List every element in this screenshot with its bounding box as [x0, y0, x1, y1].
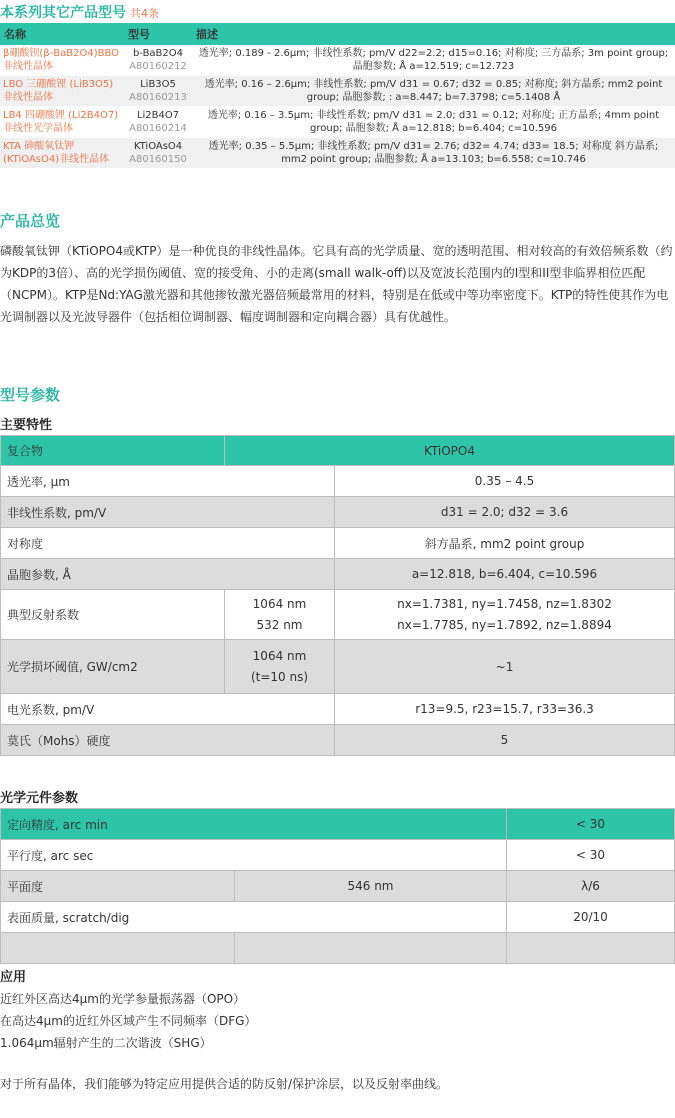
symmetry-label: 对称度	[1, 528, 335, 559]
overview-title: 产品总览	[0, 212, 61, 230]
parallel-label: 平行度, arc sec	[1, 840, 507, 871]
optical-title: 光学元件参数	[0, 791, 79, 806]
application-item: 近红外区高达4μm的光学参量振荡器（OPO）	[0, 992, 246, 1006]
coating-note: 对于所有晶体，我们能够为特定应用提供合适的防反射/保护涂层，以及反射率曲线。	[0, 1077, 449, 1091]
product-link[interactable]: LB4 四硼酸锂 (Li2B4O7) 非线性光学晶体	[0, 107, 124, 138]
flat-label: 平面度	[1, 871, 235, 902]
parallel-row	[1, 840, 675, 871]
product-link[interactable]: LBO 三硼酸锂 (LiB3O5) 非线性晶体	[0, 76, 124, 107]
model-code: A80160212	[129, 61, 187, 72]
damage-conditions	[225, 640, 335, 694]
empty-cell	[235, 933, 507, 964]
series-title-text: 本系列其它产品型号	[0, 5, 126, 21]
cell-value: a=12.818, b=6.404, c=10.596	[335, 559, 675, 590]
symmetry-value: 斜方晶系, mm2 point group	[335, 528, 675, 559]
product-desc: 透光率; 0.16 – 3.5μm; 非线性系数; pm/V d31 = 2.0; d31 = 0.12; 对称度; 正方晶系; 4mm point group; 晶胞参数; Å a=12.818; b=6.404; c=10.596	[192, 107, 675, 138]
series-table	[0, 23, 675, 169]
nonlinear-row	[1, 497, 675, 528]
product-desc: 透光率; 0.189 - 2.6μm; 非线性系数; pm/V d22=2.2; d15=0.16; 对称度; 三方晶系; 3m point group; 晶胞参数; Å a=12.519; c=12.723	[192, 45, 675, 76]
refraction-row	[1, 590, 675, 640]
parallel-value: < 30	[507, 840, 675, 871]
model-text: KTiOAsO4	[133, 141, 183, 152]
empty-cell	[507, 933, 675, 964]
model-code: A80160213	[129, 92, 187, 103]
surface-label: 表面质量, scratch/dig	[1, 902, 507, 933]
product-link[interactable]: β硼酸钡(β-BaB2O4)BBO 非线性晶体	[0, 45, 124, 76]
eo-label: 电光系数, pm/V	[1, 694, 335, 725]
product-model	[124, 76, 192, 107]
compound-value: KTiOPO4	[225, 436, 675, 466]
refraction-wavelengths	[225, 590, 335, 640]
refraction-wl-2: 532 nm	[256, 617, 303, 632]
flat-value: λ/6	[507, 871, 675, 902]
surface-row	[1, 902, 675, 933]
main-properties-title: 主要特性	[0, 418, 53, 433]
damage-row	[1, 640, 675, 694]
model-text: b-BaB2O4	[132, 48, 184, 59]
product-desc: 透光率; 0.16 – 2.6μm; 非线性系数; pm/V d31 = 0.67; d32 = 0.85; 对称度; 斜方晶系; mm2 point group; 晶胞参数; : a=8.447; b=7.3798; c=5.1408 Å	[192, 76, 675, 107]
refraction-values	[335, 590, 675, 640]
refraction-wl-1: 1064 nm	[252, 596, 307, 611]
transmission-row	[1, 466, 675, 497]
main-properties-table	[0, 435, 675, 756]
col-name-header: 名称	[0, 23, 124, 45]
flat-wavelength: 546 nm	[235, 871, 507, 902]
product-model	[124, 138, 192, 169]
col-desc-header: 描述	[192, 23, 675, 45]
cell-label: 晶胞参数, Å	[1, 559, 335, 590]
orient-value: < 30	[507, 809, 675, 840]
application-item: 在高达4μm的近红外区域产生不同频率（DFG）	[0, 1014, 257, 1028]
compound-row	[1, 436, 675, 466]
damage-pulse: (t=10 ns)	[250, 669, 309, 684]
product-model	[124, 107, 192, 138]
refraction-val-2: nx=1.7785, ny=1.7892, nz=1.8894	[397, 617, 612, 632]
symmetry-row	[1, 528, 675, 559]
cell-row	[1, 559, 675, 590]
surface-value: 20/10	[507, 902, 675, 933]
nonlinear-value: d31 = 2.0; d32 = 3.6	[335, 497, 675, 528]
applications-list	[0, 988, 256, 1054]
col-model-header: 型号	[124, 23, 192, 45]
mohs-label: 莫氏（Mohs）硬度	[1, 725, 335, 756]
series-row	[0, 107, 675, 138]
eo-value: r13=9.5, r23=15.7, r33=36.3	[335, 694, 675, 725]
product-link[interactable]: KTA 砷酸氧钛钾(KTiOAsO4)非线性晶体	[0, 138, 124, 169]
params-title: 型号参数	[0, 386, 61, 404]
series-title	[0, 2, 159, 22]
product-desc: 透光率; 0.35 – 5.5μm; 非线性系数; pm/V d31= 2.76; d32= 4.74; d33= 18.5; 对称度 斜方晶系; mm2 point group; 晶胞参数; Å a=13.103; b=6.558; c=10.746	[192, 138, 675, 169]
series-row	[0, 76, 675, 107]
orient-row	[1, 809, 675, 840]
series-header-row	[0, 23, 675, 45]
compound-label: 复合物	[1, 436, 225, 466]
model-code: A80160214	[129, 123, 187, 134]
nonlinear-label: 非线性系数, pm/V	[1, 497, 335, 528]
transmission-label: 透光率, μm	[1, 466, 335, 497]
refraction-val-1: nx=1.7381, ny=1.7458, nz=1.8302	[397, 596, 612, 611]
flat-row	[1, 871, 675, 902]
optical-table	[0, 808, 675, 964]
orient-label: 定向精度, arc min	[1, 809, 507, 840]
damage-label: 光学损坏阈值, GW/cm2	[1, 640, 225, 694]
mohs-row	[1, 725, 675, 756]
series-row	[0, 45, 675, 76]
series-count: 共4条	[130, 7, 159, 20]
eo-row	[1, 694, 675, 725]
product-model	[124, 45, 192, 76]
overview-text: 磷酸氧钛钾（KTiOPO4或KTP）是一种优良的非线性晶体。它具有高的光学质量、宽的透明范围、相对较高的有效倍频系数（约为KDP的3倍）、高的光学损伤阈值、宽的接受角、小的走离(small walk-off)以及宽波长范围内的I型和II型非临界相位匹配（NCPM）。KTP是Nd:YAG激光器和其他掺钕激光器倍频最常用的材料，特别是在低或中等功率密度下。KTP的特性使其作为电光调制器以及光波导器件（包括相位调制器、幅度调制器和定向耦合器）具有优越性。	[0, 244, 673, 324]
model-text: LiB3O5	[140, 79, 176, 90]
empty-cell	[1, 933, 235, 964]
transmission-value: 0.35 – 4.5	[335, 466, 675, 497]
application-item: 1.064μm辐射产生的二次谐波（SHG）	[0, 1036, 212, 1050]
damage-value: ~1	[335, 640, 675, 694]
model-text: Li2B4O7	[136, 110, 180, 121]
empty-row	[1, 933, 675, 964]
refraction-label: 典型反射系数	[1, 590, 225, 640]
damage-wl: 1064 nm	[252, 648, 307, 663]
mohs-value: 5	[335, 725, 675, 756]
series-row	[0, 138, 675, 169]
applications-title: 应用	[0, 970, 27, 985]
model-code: A80160150	[129, 154, 187, 165]
